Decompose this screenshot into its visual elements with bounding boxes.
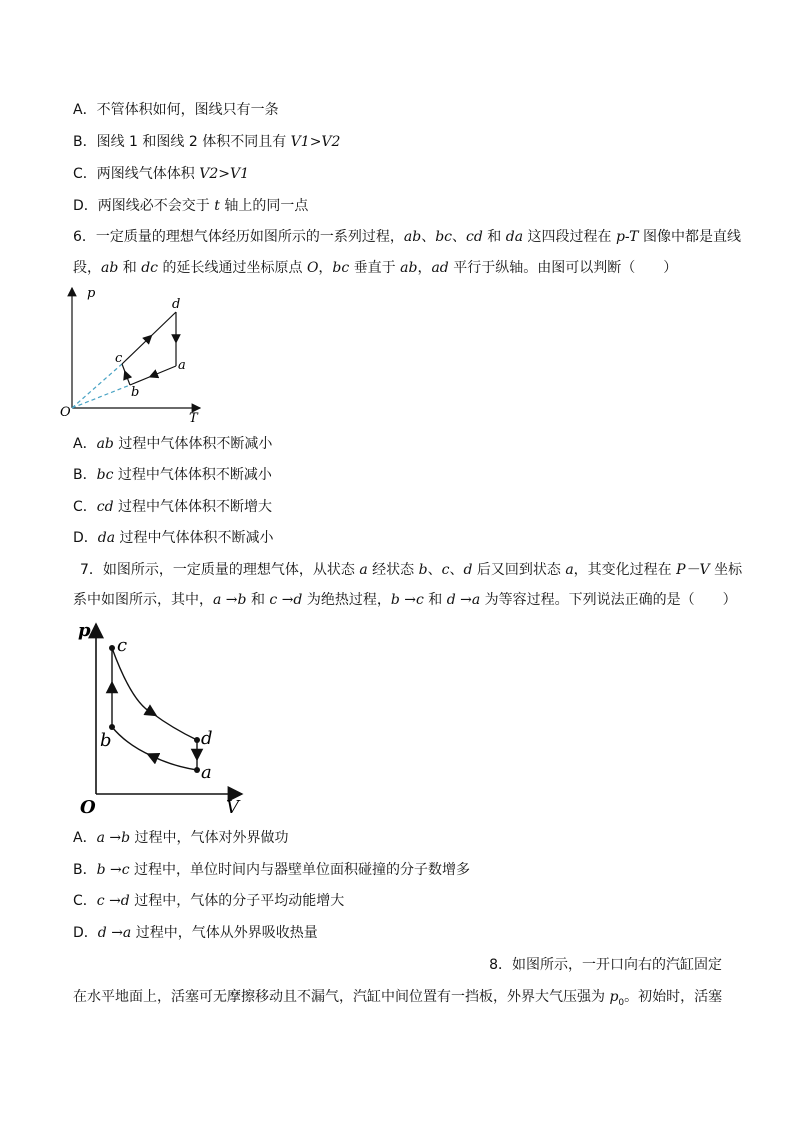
q6-option-var: bc [96, 467, 114, 483]
q7-option-b [73, 860, 470, 880]
q7-stem-text: 系中如图所示，其中， [73, 592, 213, 608]
q6-pt-diagram [60, 284, 210, 424]
q6-option-text: 过程中气体体积不断减小 [113, 436, 273, 452]
q7-point-a: a [201, 762, 212, 783]
q6-var: ab [403, 229, 422, 245]
q6-option-a [73, 434, 272, 454]
q8-stem-line1 [489, 955, 722, 975]
q7-curve-cd [112, 648, 197, 740]
q5-option-d [73, 196, 308, 216]
q7-var: c [441, 562, 450, 578]
q6-axis-y-label: p [87, 286, 96, 301]
q6-stem-text: 、 [421, 229, 436, 245]
q7-option-label: C． [73, 893, 97, 909]
q7-option-var: a →b [96, 830, 131, 846]
q7-var: b →c [390, 592, 424, 608]
q7-var: d [463, 562, 473, 578]
q6-option-var: cd [96, 499, 114, 515]
q6-stem-text: 6．一定质量的理想气体经历如图所示的一系列过程， [73, 229, 404, 245]
q6-var: cd [466, 229, 483, 245]
q6-option-c [73, 497, 272, 517]
q7-var: a [359, 562, 368, 578]
q7-stem-text: ，其变化过程在 [573, 562, 677, 578]
q5-option-d-text2: 轴上的同一点 [219, 198, 309, 214]
q5-option-a-text: A．不管体积如何，图线只有一条 [73, 102, 279, 118]
q6-option-text: 过程中气体体积不断增大 [113, 499, 273, 515]
q7-option-var: d →a [97, 925, 132, 941]
q7-option-text: 过程中，气体对外界做功 [130, 830, 289, 846]
q6-stem-text: ， [318, 260, 333, 276]
q7-stem-text: 和 [423, 592, 447, 608]
q5-option-c-var: V2>V1 [199, 166, 249, 182]
q5-option-b-text: B．图线 1 和图线 2 体积不同且有 [73, 134, 291, 150]
q5-option-c-text: C．两图线气体体积 [73, 166, 200, 182]
q6-option-var: da [97, 530, 116, 546]
q7-stem-line2 [73, 590, 737, 610]
q6-var: da [505, 229, 524, 245]
q7-stem-text: 坐标 [709, 562, 743, 578]
q6-option-d [73, 528, 274, 548]
q6-point-c: c [115, 351, 123, 366]
q7-stem-text: 经状态 [367, 562, 419, 578]
q8-stem-text: 。初始时，活塞 [624, 989, 723, 1005]
q7-stem-line1 [80, 560, 742, 580]
q6-stem-text: 和 [482, 229, 506, 245]
q6-var: dc [141, 260, 159, 276]
q7-stem-text: 、 [427, 562, 442, 578]
q6-var: ab [101, 260, 119, 276]
q5-option-a [73, 100, 279, 120]
q6-stem-text: 这四段过程在 [523, 229, 616, 245]
q8-var-sub: 0 [618, 997, 625, 1008]
q6-guide-oc [72, 364, 122, 408]
q5-option-d-var: t [214, 198, 220, 214]
q7-point-c-dot [109, 645, 115, 651]
q6-stem-line2 [73, 258, 677, 278]
q7-option-text: 过程中，气体的分子平均动能增大 [129, 893, 345, 909]
q6-point-d: d [172, 297, 181, 312]
q7-option-label: B． [73, 862, 97, 878]
q6-var: bc [435, 229, 453, 245]
q7-option-text: 过程中，单位时间内与器壁单位面积碰撞的分子数增多 [129, 862, 471, 878]
q7-axis-y-label: p [78, 620, 91, 641]
q6-option-label: A． [73, 436, 97, 452]
q7-var: a [565, 562, 574, 578]
q6-stem-text: 垂直于 [349, 260, 401, 276]
q7-stem-text: 为绝热过程， [302, 592, 391, 608]
q6-segment-bc [122, 364, 130, 385]
q7-var: P－V [676, 562, 710, 578]
q6-var: O [306, 260, 319, 276]
q7-stem-text: 、 [449, 562, 464, 578]
q6-point-b: b [131, 385, 140, 400]
q6-option-text: 过程中气体体积不断减小 [115, 530, 274, 546]
q5-option-b [73, 132, 340, 152]
q6-stem-text: 段， [73, 260, 101, 276]
q6-option-var: ab [96, 436, 114, 452]
q7-option-label: A． [73, 830, 97, 846]
q6-option-text: 过程中气体体积不断减小 [113, 467, 272, 483]
q6-stem-text: 和 [118, 260, 142, 276]
q6-origin-label: O [60, 405, 71, 420]
q6-stem-text: 平行于纵轴。由图可以判断（ ） [448, 260, 678, 276]
q7-option-var: b →c [96, 862, 130, 878]
q7-point-c: c [117, 635, 128, 656]
q8-stem-text: 在水平地面上，活塞可无摩擦移动且不漏气，汽缸中间位置有一挡板，外界大气压强为 [73, 989, 610, 1005]
q7-pv-diagram [72, 618, 252, 818]
q6-option-label: B． [73, 467, 97, 483]
q7-stem-text: 后又回到状态 [472, 562, 566, 578]
q8-var: p [609, 989, 619, 1005]
q8-stem-text: 8．如图所示，一开口向右的汽缸固定 [489, 957, 722, 973]
q7-option-text: 过程中，气体从外界吸收热量 [131, 925, 318, 941]
q6-axis-x-label: T [189, 411, 198, 424]
q7-point-b: b [100, 730, 112, 751]
q7-origin-label: O [80, 797, 96, 818]
q6-option-b [73, 465, 272, 485]
q7-axis-x-label: V [226, 797, 239, 818]
q6-point-a: a [178, 358, 186, 373]
q7-point-a-dot [194, 767, 200, 773]
q6-var: ad [431, 260, 449, 276]
q7-stem-text: 和 [246, 592, 270, 608]
q7-option-label: D． [73, 925, 98, 941]
q6-var: p-T [615, 229, 639, 245]
q7-stem-text: 为等容过程。下列说法正确的是（ ） [480, 592, 737, 608]
q6-stem-text: 图像中都是直线 [638, 229, 741, 245]
q7-option-d [73, 923, 318, 943]
q8-stem-line2 [73, 987, 722, 1013]
q7-point-d-dot [194, 737, 200, 743]
q5-option-d-text: D．两图线必不会交于 [73, 198, 215, 214]
q7-var: c →d [269, 592, 303, 608]
q7-var: b [418, 562, 428, 578]
q5-option-c [73, 164, 249, 184]
q6-var: ab [400, 260, 418, 276]
q6-option-label: C． [73, 499, 97, 515]
q6-option-label: D． [73, 530, 98, 546]
q7-option-var: c →d [96, 893, 130, 909]
q6-stem-text: ， [417, 260, 432, 276]
q6-segment-cd [122, 312, 176, 364]
q7-point-d: d [201, 728, 213, 749]
q6-stem-text: 的延长线通过坐标原点 [158, 260, 307, 276]
q7-var: a →b [213, 592, 247, 608]
q6-guide-ob [72, 385, 130, 408]
q5-option-b-var: V1>V2 [290, 134, 341, 150]
q7-var: d →a [446, 592, 481, 608]
q6-var: bc [332, 260, 350, 276]
q7-option-c [73, 891, 344, 911]
q7-option-a [73, 828, 289, 848]
q6-stem-text: 、 [452, 229, 467, 245]
q6-segment-ab [130, 366, 176, 385]
q7-stem-text: 7．如图所示，一定质量的理想气体，从状态 [80, 562, 360, 578]
q6-stem-line1 [73, 227, 741, 247]
